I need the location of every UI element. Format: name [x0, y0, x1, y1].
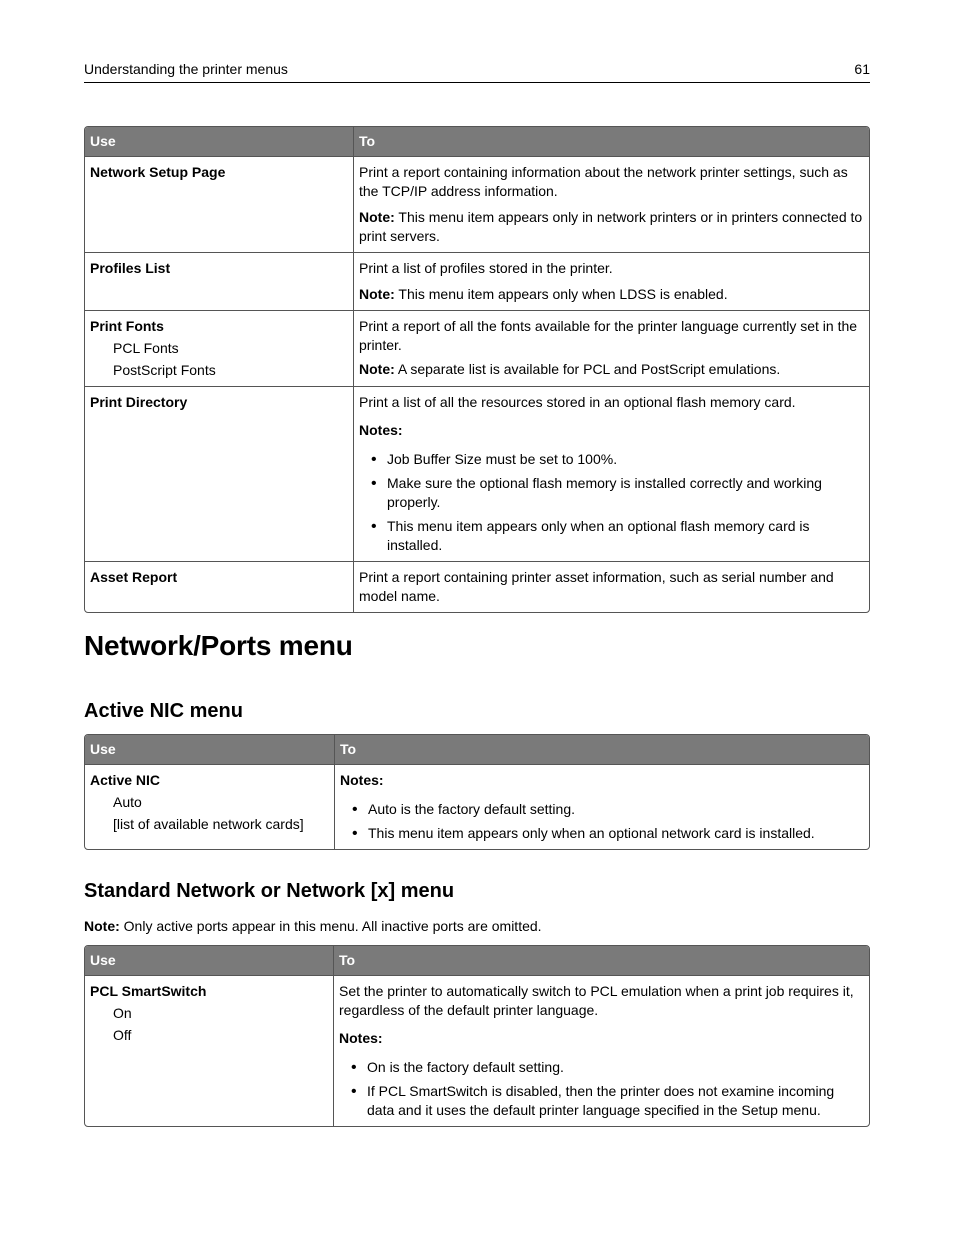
page-header: [84, 60, 870, 83]
menu-item-description: Print a report containing information about the network printer settings, such as the TCP/IP address information.: [359, 164, 848, 199]
list-item: • Make sure the optional flash memory is installed correctly and working properly.: [359, 474, 864, 512]
standard-network-heading: Standard Network or Network [x] menu: [84, 880, 455, 902]
menu-item-name: PCL SmartSwitch: [90, 983, 207, 999]
notes-list: [340, 800, 864, 843]
menu-option: [list of available network cards]: [113, 816, 304, 832]
notes-label: Notes:: [359, 422, 403, 438]
table-row: [85, 156, 869, 252]
table-row: [85, 764, 869, 849]
notes-list: [339, 1058, 864, 1120]
table-header-row: [85, 127, 869, 156]
column-header-use: Use: [85, 735, 334, 764]
menu-item-description: Print a report of all the fonts available for the printer language currently set in the printer.: [359, 318, 858, 353]
table-header-row: [85, 946, 869, 975]
table-row: [85, 310, 869, 386]
section-title: Network/Ports menu: [84, 630, 353, 661]
list-item: • On is the factory default setting.: [339, 1058, 864, 1077]
menu-item-name: Active NIC: [90, 772, 161, 788]
list-item: • This menu item appears only when an optional flash memory card is installed.: [359, 517, 864, 555]
column-header-to: To: [353, 127, 869, 156]
menu-option: Off: [113, 1027, 132, 1043]
column-header-use: Use: [85, 127, 353, 156]
column-header-to: To: [333, 946, 869, 975]
menu-item-description: Print a report containing printer asset information, such as serial number and model name.: [359, 569, 834, 604]
menu-item-description: Print a list of profiles stored in the printer.: [359, 260, 613, 276]
menu-item-description: Set the printer to automatically switch to PCL emulation when a print job requires it, regardless of the default printer language.: [339, 983, 854, 1018]
menu-item-name: Profiles List: [90, 260, 171, 276]
menu-item-name: Print Fonts: [90, 318, 164, 334]
list-item: • Auto is the factory default setting.: [340, 800, 864, 819]
menu-item-name: Asset Report: [90, 569, 178, 585]
notes-list: [359, 450, 864, 555]
menu-item-note: Note: This menu item appears only in network printers or in printers connected to print servers.: [359, 209, 863, 244]
menu-item-description: Print a list of all the resources stored in an optional flash memory card.: [359, 394, 796, 410]
menu-option: Auto: [113, 794, 142, 810]
column-header-use: Use: [85, 946, 333, 975]
table-row: [85, 386, 869, 561]
column-header-to: To: [334, 735, 869, 764]
menu-option: PCL Fonts: [113, 340, 179, 356]
active-nic-heading: Active NIC menu: [84, 700, 243, 722]
standard-network-note: Note: Only active ports appear in this menu. All inactive ports are omitted.: [84, 918, 542, 934]
menu-option: On: [113, 1005, 132, 1021]
menu-option: PostScript Fonts: [113, 362, 216, 378]
table-row: [85, 975, 869, 1126]
list-item: • This menu item appears only when an optional network card is installed.: [340, 824, 864, 843]
notes-label: Notes:: [340, 772, 384, 788]
header-section-title: Understanding the printer menus: [84, 61, 288, 77]
notes-label: Notes:: [339, 1030, 383, 1046]
table-row: [85, 252, 869, 310]
menu-item-note: Note: This menu item appears only when LDSS is enabled.: [359, 286, 728, 302]
table-header-row: [85, 735, 869, 764]
active-nic-table: [84, 734, 870, 850]
menu-item-name: Print Directory: [90, 394, 188, 410]
menu-item-note: Note: A separate list is available for PCL and PostScript emulations.: [359, 361, 781, 377]
list-item: • Job Buffer Size must be set to 100%.: [359, 450, 864, 469]
table-row: [85, 561, 869, 612]
standard-network-table: [84, 945, 870, 1127]
page-number: 61: [854, 61, 870, 77]
list-item: • If PCL SmartSwitch is disabled, then the printer does not examine incoming data and it uses the default printer language specified in the Setup menu.: [339, 1082, 864, 1120]
utilities-report-table: [84, 126, 870, 613]
menu-item-name: Network Setup Page: [90, 164, 226, 180]
